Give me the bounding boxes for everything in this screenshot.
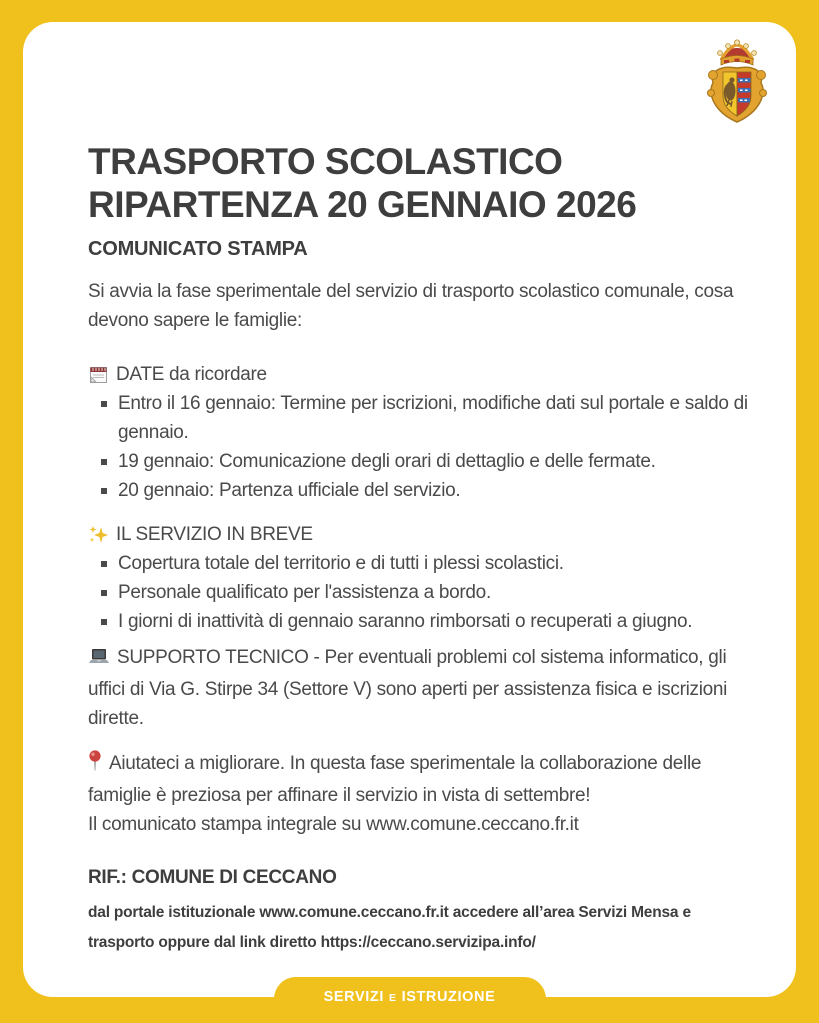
- press-release-card: [23, 22, 796, 997]
- feedback-text: Aiutateci a migliorare. In questa fase sperimentale la collaborazione delle famiglie è preziosa per affinare il servizio in vista di settembre!: [88, 753, 702, 806]
- list-item: I giorni di inattività di gennaio saranno rimborsati o recuperati a giugno.: [88, 607, 748, 636]
- section-service-heading: [88, 520, 748, 549]
- section-service: [88, 520, 748, 636]
- list-item: Entro il 16 gennaio: Termine per iscrizioni, modifiche dati sul portale e saldo di gennaio.: [88, 389, 748, 447]
- category-badge: [274, 977, 546, 1023]
- round-pushpin-icon: [88, 750, 102, 781]
- list-item: Copertura totale del territorio e di tutti i plessi scolastici.: [88, 549, 748, 578]
- press-release-content: [88, 140, 748, 958]
- reference-line: RIF.: COMUNE DI CECCANO: [88, 867, 337, 888]
- feedback-link-line: Il comunicato stampa integrale su www.comune.ceccano.fr.it: [88, 814, 579, 835]
- service-list: [88, 549, 748, 636]
- dates-list: [88, 389, 748, 505]
- section-service-title: IL SERVIZIO IN BREVE: [116, 524, 313, 545]
- page-title: [88, 140, 748, 226]
- badge-text-istruzione: ISTRUZIONE: [401, 988, 496, 1005]
- spiral-notepad-icon: [88, 364, 109, 385]
- list-item: 20 gennaio: Partenza ufficiale del servizio.: [88, 476, 748, 505]
- sparkles-icon: [88, 524, 109, 545]
- list-item: Personale qualificato per l'assistenza a bordo.: [88, 578, 748, 607]
- title-line-2: RIPARTENZA 20 GENNAIO 2026: [88, 184, 637, 225]
- support-text: SUPPORTO TECNICO - Per eventuali problemi col sistema informatico, gli uffici di Via G. Stirpe 34 (Settore V) sono aperti per assistenza fisica e iscrizioni dirette.: [88, 647, 728, 729]
- section-dates-heading: [88, 360, 748, 389]
- laptop-icon: [88, 646, 110, 675]
- subtitle: COMUNICATO STAMPA: [88, 238, 308, 260]
- support-paragraph: [88, 643, 748, 733]
- portal-instructions: dal portale istituzionale www.comune.ceccano.fr.it accedere all’area Servizi Mensa e trasporto oppure dal link diretto https://ceccano.servizipa.info/: [88, 904, 691, 951]
- title-line-1: TRASPORTO SCOLASTICO: [88, 141, 563, 182]
- list-item: 19 gennaio: Comunicazione degli orari di dettaglio e delle fermate.: [88, 447, 748, 476]
- feedback-paragraph: [88, 749, 748, 839]
- section-dates: [88, 360, 748, 505]
- section-dates-title: DATE da ricordare: [116, 364, 267, 385]
- intro-paragraph: Si avvia la fase sperimentale del servizio di trasporto scolastico comunale, cosa devono sapere le famiglie:: [88, 281, 734, 331]
- ceccano-coat-of-arms-icon: [698, 38, 776, 126]
- badge-text-e: E: [388, 991, 397, 1004]
- badge-text-servizi: SERVIZI: [323, 988, 384, 1005]
